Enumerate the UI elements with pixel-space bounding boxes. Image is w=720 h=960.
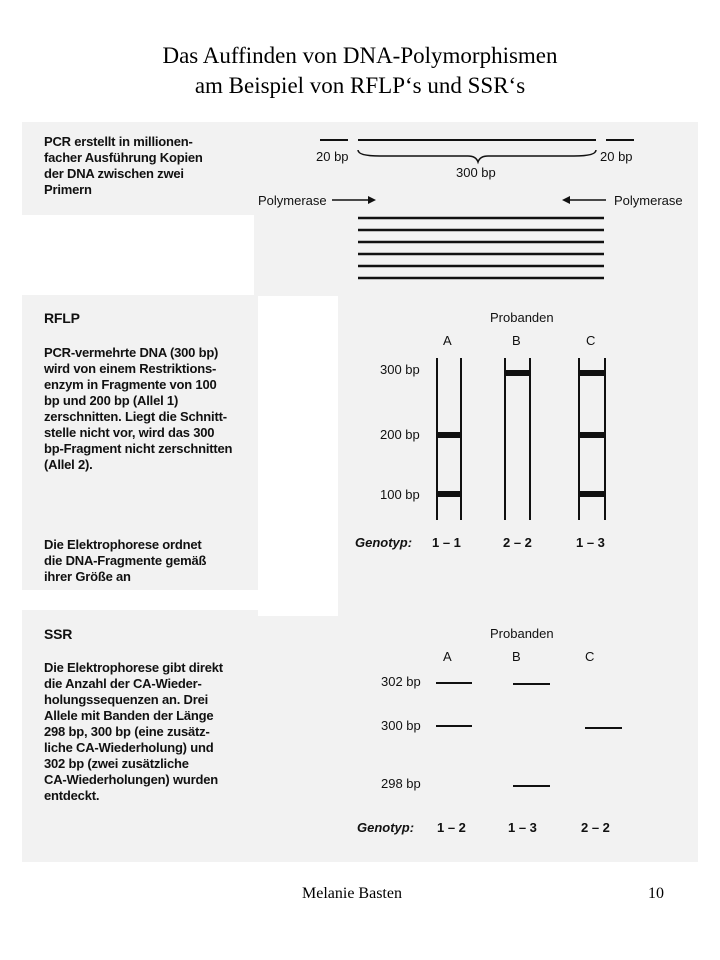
length-brace (358, 150, 596, 162)
rflp-band-C-100 (579, 491, 605, 497)
genotype-B: 2 – 2 (503, 535, 532, 550)
size-label-300: 300 bp (381, 718, 421, 733)
genotype-A: 1 – 1 (432, 535, 461, 550)
rflp-heading: RFLP (44, 310, 80, 326)
size-label-100: 100 bp (380, 487, 420, 502)
text-line: PCR-vermehrte DNA (300 bp) (44, 345, 219, 360)
text-line: bp-Fragment nicht zerschnitten (44, 441, 233, 456)
lane-label-C: C (585, 649, 595, 664)
slide-title-line2: am Beispiel von RFLP‘s und SSR‘s (194, 73, 526, 98)
rflp-band-B-300 (505, 370, 530, 376)
ssr-heading: SSR (44, 626, 73, 642)
arrow-head (368, 196, 376, 204)
text-line: enzym in Fragmente von 100 (44, 377, 217, 392)
text-line: die Anzahl der CA-Wieder- (44, 676, 202, 691)
size-label-200: 200 bp (380, 427, 420, 442)
text-line: stelle nicht vor, wird das 300 (44, 425, 215, 440)
footer-page-number: 10 (648, 885, 664, 902)
rflp-band-A-100 (437, 491, 461, 497)
text-line: (Allel 2). (44, 457, 93, 472)
text-line: Die Elektrophorese gibt direkt (44, 660, 223, 675)
rflp-band-C-300 (579, 370, 605, 376)
text-line: Die Elektrophorese ordnet (44, 537, 202, 552)
ssr-probanden-label: Probanden (490, 626, 554, 641)
genotype-A: 1 – 2 (437, 820, 466, 835)
size-label-300: 300 bp (380, 362, 420, 377)
text-line: entdeckt. (44, 788, 100, 803)
text-line: zerschnitten. Liegt die Schnitt- (44, 409, 227, 424)
text-line: Allele mit Banden der Länge (44, 708, 214, 723)
polymerase-left-label: Polymerase (258, 193, 327, 208)
size-label-298: 298 bp (381, 776, 421, 791)
text-line: Primern (44, 182, 92, 197)
footer-author: Melanie Basten (302, 885, 402, 902)
text-line: CA-Wiederholungen) wurden (44, 772, 218, 787)
lane-label-C: C (586, 333, 596, 348)
rflp-probanden-label: Probanden (490, 310, 554, 325)
length-label: 300 bp (456, 165, 496, 180)
slide-title-line1: Das Auffinden von DNA-Polymorphismen (162, 43, 558, 68)
lane-label-B: B (512, 649, 521, 664)
lane-label-B: B (512, 333, 521, 348)
polymerase-right-label: Polymerase (614, 193, 683, 208)
text-line: 302 bp (zwei zusätzliche (44, 756, 189, 771)
text-line: liche CA-Wiederholung) und (44, 740, 214, 755)
text-line: PCR erstellt in millionen- (44, 134, 193, 149)
genotype-C: 2 – 2 (581, 820, 610, 835)
genotype-B: 1 – 3 (508, 820, 537, 835)
text-line: bp und 200 bp (Allel 1) (44, 393, 179, 408)
text-line: die DNA-Fragmente gemäß (44, 553, 207, 568)
genotype-C: 1 – 3 (576, 535, 605, 550)
text-line: facher Ausführung Kopien (44, 150, 203, 165)
rflp-band-C-200 (579, 432, 605, 438)
genotype-label: Genotyp: (357, 820, 415, 835)
size-label-302: 302 bp (381, 674, 421, 689)
lane-label-A: A (443, 649, 452, 664)
genotype-label: Genotyp: (355, 535, 413, 550)
text-line: 298 bp, 300 bp (eine zusätz- (44, 724, 210, 739)
text-line: holungssequenzen an. Drei (44, 692, 209, 707)
arrow-head (562, 196, 570, 204)
text-line: wird von einem Restriktions- (44, 361, 217, 376)
text-line: der DNA zwischen zwei (44, 166, 184, 181)
rflp-band-A-200 (437, 432, 461, 438)
lane-label-A: A (443, 333, 452, 348)
primer-right-label: 20 bp (600, 149, 633, 164)
text-line: ihrer Größe an (44, 569, 131, 584)
primer-left-label: 20 bp (316, 149, 349, 164)
